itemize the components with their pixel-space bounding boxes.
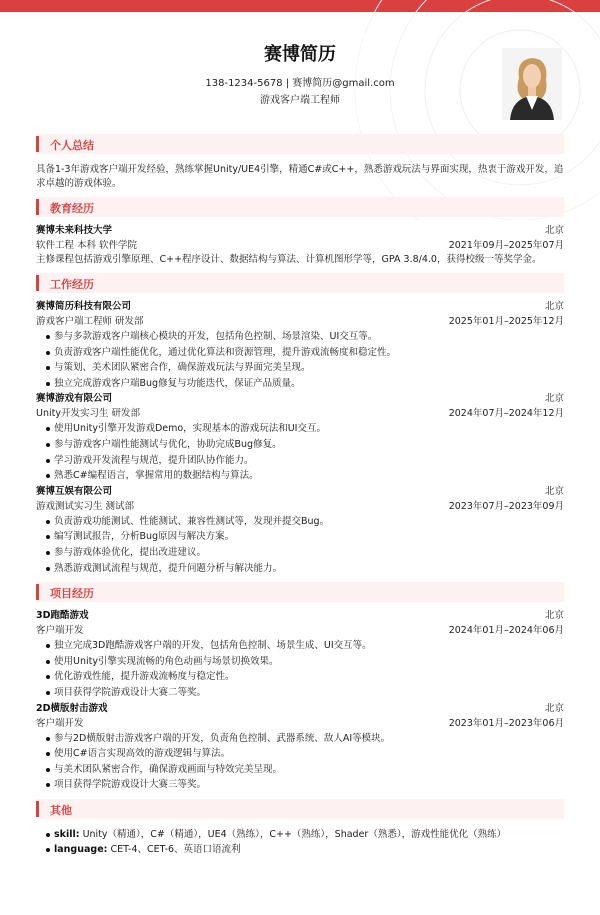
work-entry	[36, 299, 564, 391]
bullet-item: 负责游戏功能测试、性能测试、兼容性测试等，发现并提交Bug。	[46, 514, 564, 530]
project-role: 客户端开发	[36, 717, 84, 729]
item-text: CET-4、CET-6、英语口语流利	[110, 844, 241, 856]
resume-body	[36, 128, 564, 858]
language-item	[46, 842, 564, 858]
school-name: 赛博未来科技大学	[36, 225, 113, 236]
bullet-list	[36, 731, 564, 793]
summary-text: 具备1-3年游戏客户端开发经验，熟练掌握Unity/UE4引擎，精通C#或C++，熟悉游戏玩法与界面实现，热衷于游戏开发，追求卓越的游戏体验。	[36, 164, 564, 189]
entry-location: 北京	[544, 610, 564, 622]
education-entry	[36, 223, 564, 267]
company-name: 赛博简历科技有限公司	[36, 301, 132, 312]
project-role: 客户端开发	[36, 625, 84, 637]
bullet-item: 编写测试报告，分析Bug原因与解决方案。	[46, 529, 564, 545]
company-name: 赛博游戏有限公司	[36, 393, 113, 405]
project-entry	[36, 701, 564, 793]
contact-line: 138-1234-5678 | 赛博简历@gmail.com	[205, 78, 395, 89]
section-title: 其他	[50, 803, 72, 817]
entry-location: 北京	[544, 225, 564, 236]
target-role: 游戏客户端工程师	[260, 95, 340, 106]
work-entry	[36, 391, 564, 483]
item-label: language:	[54, 844, 108, 856]
position-title: Unity开发实习生 研发部	[36, 408, 140, 420]
entry-date: 2025年01月–2025年12月	[448, 316, 564, 327]
bullet-item: 参与2D横版射击游戏客户端的开发，负责角色控制、武器系统、敌人AI等模块。	[46, 731, 564, 747]
section-title: 工作经历	[50, 278, 94, 291]
bullet-list	[36, 329, 564, 391]
entry-date: 2021年09月–2025年07月	[448, 240, 564, 251]
company-name: 赛博互娱有限公司	[36, 485, 113, 497]
entry-location: 北京	[544, 702, 564, 714]
item-label: skill:	[54, 828, 80, 840]
degree-detail: 软件工程 本科 软件学院	[36, 240, 138, 251]
bullet-item: 项目获得学院游戏设计大赛三等奖。	[46, 777, 564, 793]
section-title: 个人总结	[50, 139, 94, 152]
entry-date: 2024年07月–2024年12月	[448, 408, 564, 420]
section-title: 项目经历	[50, 587, 94, 601]
section-education-header	[36, 197, 564, 217]
work-entry	[36, 484, 564, 576]
bullet-item: 独立完成游戏客户端Bug修复与功能迭代，保证产品质量。	[46, 376, 564, 392]
other-list	[36, 827, 564, 858]
entry-date: 2023年01月–2023年06月	[448, 717, 564, 729]
bullet-list	[36, 638, 564, 700]
project-entry	[36, 608, 564, 700]
bullet-item: 负责游戏客户端性能优化，通过优化算法和资源管理，提升游戏流畅度和稳定性。	[46, 345, 564, 361]
profile-photo	[502, 48, 562, 120]
bullet-list	[36, 514, 564, 576]
section-other-header	[36, 799, 564, 819]
section-summary-header	[36, 134, 564, 154]
section-work-header	[36, 273, 564, 293]
section-title: 教育经历	[50, 202, 94, 215]
bullet-item: 与美术团队紧密合作，确保游戏画面与特效完美呈现。	[46, 762, 564, 778]
bullet-item: 学习游戏开发流程与规范，提升团队协作能力。	[46, 453, 564, 469]
bullet-item: 项目获得学院游戏设计大赛二等奖。	[46, 685, 564, 701]
education-description: 主修课程包括游戏引擎原理、C++程序设计、数据结构与算法、计算机图形学等，GPA 3.8/4.0，获得校级一等奖学金。	[36, 254, 542, 265]
bullet-item: 熟悉C#编程语言，掌握常用的数据结构与算法。	[46, 468, 564, 484]
position-title: 游戏客户端工程师 研发部	[36, 316, 144, 327]
bullet-item: 参与游戏体验优化，提出改进建议。	[46, 545, 564, 561]
bullet-list	[36, 421, 564, 483]
entry-location: 北京	[544, 485, 564, 497]
skill-item	[46, 827, 564, 843]
item-text: Unity（精通），C#（精通），UE4（熟练），C++（熟练），Shader（熟悉），游戏性能优化（熟练）	[82, 828, 507, 840]
bullet-item: 与策划、美术团队紧密合作，确保游戏玩法与界面完美呈现。	[46, 360, 564, 376]
project-name: 2D横版射击游戏	[36, 702, 108, 714]
section-projects-header	[36, 582, 564, 602]
project-name: 3D跑酷游戏	[36, 610, 89, 622]
bullet-item: 参与多款游戏客户端核心模块的开发，包括角色控制、场景渲染、UI交互等。	[46, 329, 564, 345]
bullet-item: 使用Unity引擎实现流畅的角色动画与场景切换效果。	[46, 654, 564, 670]
position-title: 游戏测试实习生 测试部	[36, 500, 135, 512]
candidate-name: 赛博简历	[264, 44, 336, 65]
entry-date: 2024年01月–2024年06月	[448, 625, 564, 637]
entry-location: 北京	[544, 393, 564, 405]
bullet-item: 使用C#语言实现高效的游戏逻辑与算法。	[46, 746, 564, 762]
bullet-item: 独立完成3D跑酷游戏客户端的开发，包括角色控制、场景生成、UI交互等。	[46, 638, 564, 654]
bullet-item: 优化游戏性能，提升游戏流畅度与稳定性。	[46, 669, 564, 685]
entry-date: 2023年07月–2023年09月	[448, 500, 564, 512]
bullet-item: 使用Unity引擎开发游戏Demo，实现基本的游戏玩法和UI交互。	[46, 421, 564, 437]
bullet-item: 熟悉游戏测试流程与规范，提升问题分析与解决能力。	[46, 561, 564, 577]
bullet-item: 参与游戏客户端性能测试与优化，协助完成Bug修复。	[46, 437, 564, 453]
entry-location: 北京	[544, 301, 564, 312]
